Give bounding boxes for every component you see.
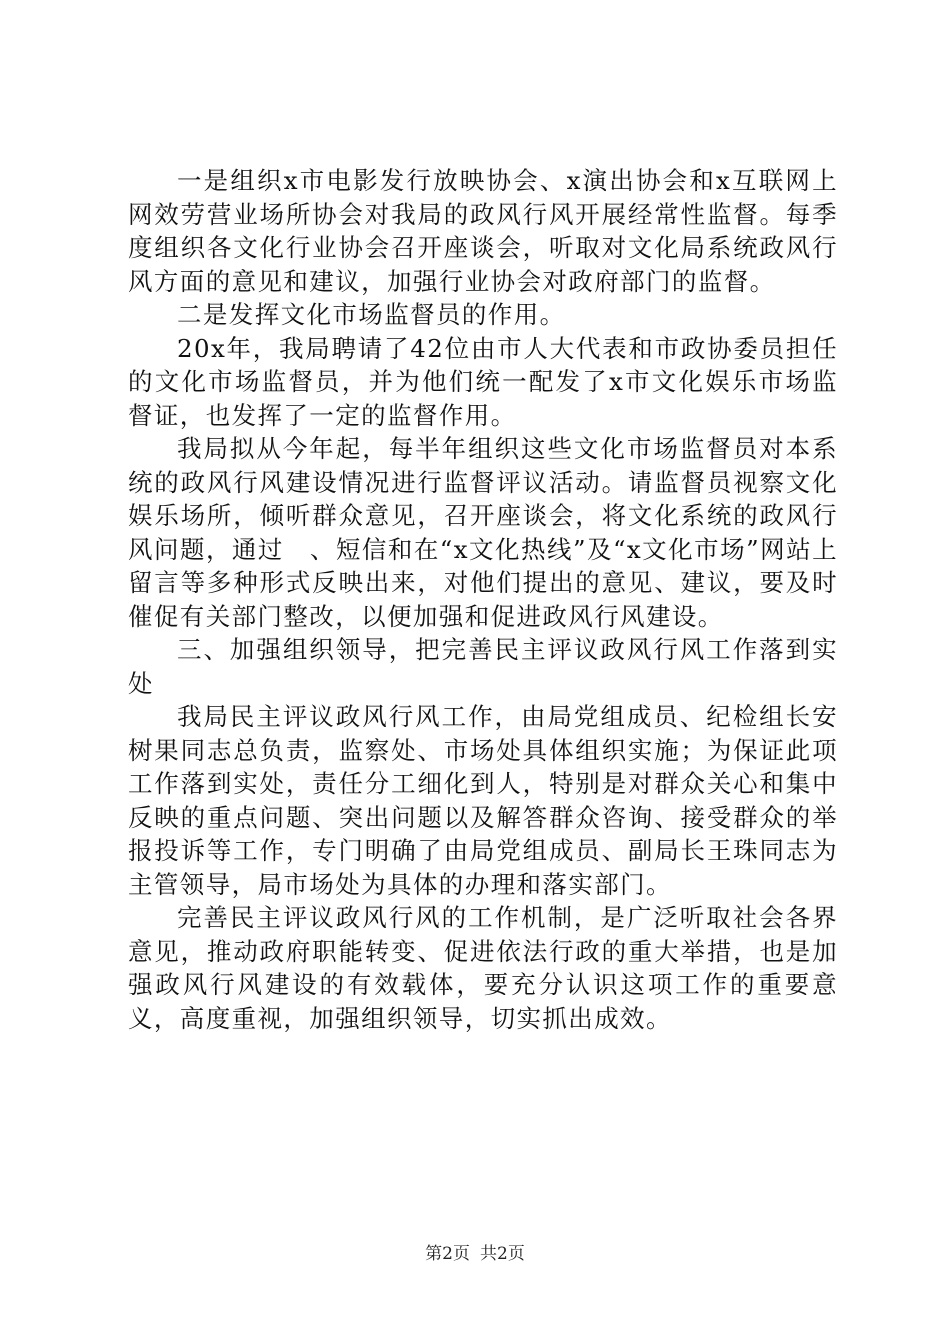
page-number-current: 第2页	[425, 1244, 470, 1264]
paragraph-7: 完善民主评议政风行风的工作机制，是广泛听取社会各界意见，推动政府职能转变、促进依法行政的重大举措，也是加强政风行风建设的有效载体，要充分认识这项工作的重要意义，高度重视，加强组织领导，切实抓出成效。	[128, 903, 838, 1033]
document-body	[128, 164, 838, 1035]
paragraph-4: 我局拟从今年起，每半年组织这些文化市场监督员对本系统的政风行风建设情况进行监督评议活动。请监督员视察文化娱乐场所，倾听群众意见，召开座谈会，将文化系统的政风行风问题，通过 、短信和在“x文化热线”及“x文化市场”网站上留言等多种形式反映出来，对他们提出的意见、建议，要及时催促有关部门整改，以便加强和促进政风行风建设。	[128, 434, 838, 631]
paragraph-1: 一是组织x市电影发行放映协会、x演出协会和x互联网上网效劳营业场所协会对我局的政风行风开展经常性监督。每季度组织各文化行业协会召开座谈会，听取对文化局系统政风行风方面的意见和建议，加强行业协会对政府部门的监督。	[128, 166, 838, 296]
paragraph-2: 二是发挥文化市场监督员的作用。	[177, 300, 566, 329]
page-footer	[0, 1242, 950, 1266]
page-number-total: 共2页	[480, 1244, 525, 1264]
paragraph-6: 我局民主评议政风行风工作，由局党组成员、纪检组长安树果同志总负责，监察处、市场处具体组织实施；为保证此项工作落到实处，责任分工细化到人，特别是对群众关心和集中反映的重点问题、突出问题以及解答群众咨询、接受群众的举报投诉等工作，专门明确了由局党组成员、副局长王珠同志为主管领导，局市场处为具体的办理和落实部门。	[128, 702, 838, 899]
section-heading-3: 三、加强组织领导，把完善民主评议政风行风工作落到实处	[128, 635, 838, 698]
paragraph-3: 20x年，我局聘请了42位由市人大代表和市政协委员担任的文化市场监督员，并为他们统一配发了x市文化娱乐市场监督证，也发挥了一定的监督作用。	[128, 333, 838, 430]
